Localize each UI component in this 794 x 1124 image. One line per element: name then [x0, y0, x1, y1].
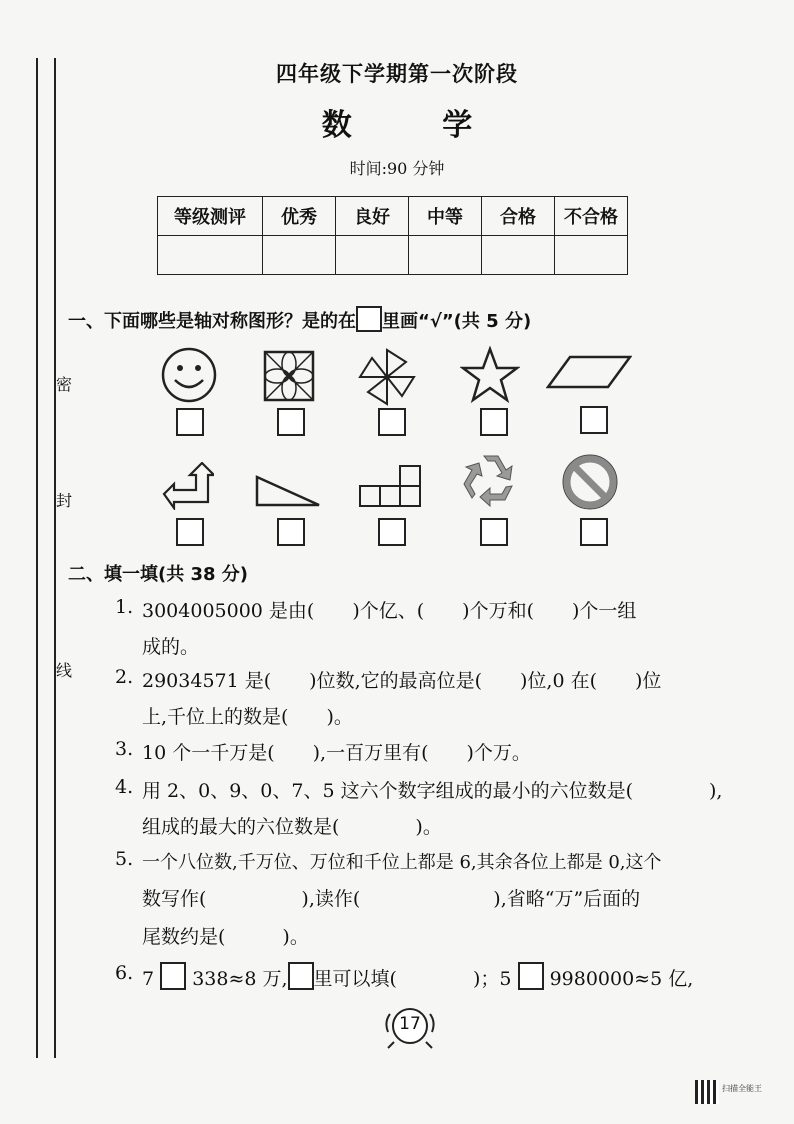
blank-box[interactable]	[288, 962, 314, 990]
grade-input-cell[interactable]	[482, 236, 555, 275]
qr-code-icon	[695, 1080, 719, 1104]
section1-title-pre: 一、下面哪些是轴对称图形？是的在	[68, 311, 356, 332]
section2-title: 二、填一填(共 38 分)	[68, 564, 249, 585]
grade-header-cell: 合格	[482, 197, 555, 236]
question-text: 上,千位上的数是( )。	[142, 706, 353, 728]
question-text	[142, 962, 693, 991]
grade-header-cell: 优秀	[263, 197, 336, 236]
answer-checkbox[interactable]	[480, 518, 508, 546]
section1-title-post: 里画“√”(共 5 分)	[382, 311, 532, 332]
answer-checkbox[interactable]	[277, 518, 305, 546]
question-text: 数写作( ),读作( ),省略“万”后面的	[142, 888, 641, 910]
q6-part: 7	[142, 968, 155, 990]
question-text: 尾数约是( )。	[142, 926, 309, 948]
grade-input-cell[interactable]	[336, 236, 409, 275]
subject-title: 数 学	[321, 108, 513, 143]
square-with-petals-icon	[263, 350, 315, 402]
answer-checkbox[interactable]	[580, 518, 608, 546]
answer-checkbox[interactable]	[378, 518, 406, 546]
grade-input-cell[interactable]	[409, 236, 482, 275]
question-text: 一个八位数,千万位、万位和千位上都是 6,其余各位上都是 0,这个	[142, 852, 662, 873]
binding-char-mi: 密	[56, 375, 73, 394]
question-text: 用 2、0、9、0、7、5 这六个数字组成的最小的六位数是( ),	[142, 780, 723, 802]
section1-title	[68, 306, 531, 333]
grade-header-cell: 中等	[409, 197, 482, 236]
question-text: 10 个一千万是( ),一百万里有( )个万。	[142, 742, 531, 764]
bent-arrow-icon	[158, 462, 214, 510]
answer-checkbox[interactable]	[176, 518, 204, 546]
answer-checkbox[interactable]	[176, 408, 204, 436]
recycle-symbol-icon	[460, 450, 522, 508]
scanner-label: 扫描全能王	[722, 1084, 762, 1093]
no-sign-icon	[562, 454, 618, 510]
answer-checkbox[interactable]	[580, 406, 608, 434]
question-number: 5.	[115, 848, 134, 870]
blank-box[interactable]	[160, 962, 186, 990]
right-triangle-icon	[254, 474, 322, 508]
page-number: 17	[399, 1014, 421, 1034]
grade-input-cell[interactable]	[555, 236, 628, 275]
block-shape-icon	[358, 464, 424, 508]
star-icon	[460, 346, 520, 404]
question-number: 6.	[115, 962, 134, 984]
question-text: 成的。	[142, 636, 200, 658]
binding-margin	[18, 58, 73, 1058]
parallelogram-icon	[546, 354, 632, 390]
answer-checkbox[interactable]	[378, 408, 406, 436]
question-number: 3.	[115, 738, 134, 760]
grade-header-cell: 良好	[336, 197, 409, 236]
question-text: 29034571 是( )位数,它的最高位是( )位,0 在( )位	[142, 670, 662, 692]
question-number: 1.	[115, 596, 134, 618]
exam-title: 四年级下学期第一次阶段	[276, 62, 518, 86]
binding-line	[36, 58, 38, 1058]
binding-char-xian: 线	[56, 661, 73, 680]
question-number: 2.	[115, 666, 134, 688]
answer-checkbox[interactable]	[480, 408, 508, 436]
answer-checkbox[interactable]	[277, 408, 305, 436]
grade-input-cell[interactable]	[263, 236, 336, 275]
grade-header-cell: 不合格	[555, 197, 628, 236]
exam-time: 时间:90 分钟	[349, 159, 445, 178]
binding-char-feng: 封	[56, 491, 73, 510]
blank-box[interactable]	[518, 962, 544, 990]
grade-header-cell: 等级测评	[158, 197, 263, 236]
question-number: 4.	[115, 776, 134, 798]
question-text: 组成的最大的六位数是( )。	[142, 816, 442, 838]
smiley-face-icon	[160, 346, 218, 404]
inline-box-icon	[356, 306, 382, 332]
q6-part: 里可以填( )；5	[313, 968, 512, 990]
binding-line	[54, 58, 56, 1058]
grade-input-cell[interactable]	[158, 236, 263, 275]
q6-part: 338≈8 万,	[192, 968, 288, 990]
question-text: 3004005000 是由( )个亿、( )个万和( )个一组	[142, 600, 637, 622]
q6-part: 9980000≈5 亿,	[549, 968, 694, 990]
pinwheel-icon	[356, 346, 418, 408]
page-number-badge	[380, 1002, 440, 1052]
grade-table	[157, 196, 628, 275]
